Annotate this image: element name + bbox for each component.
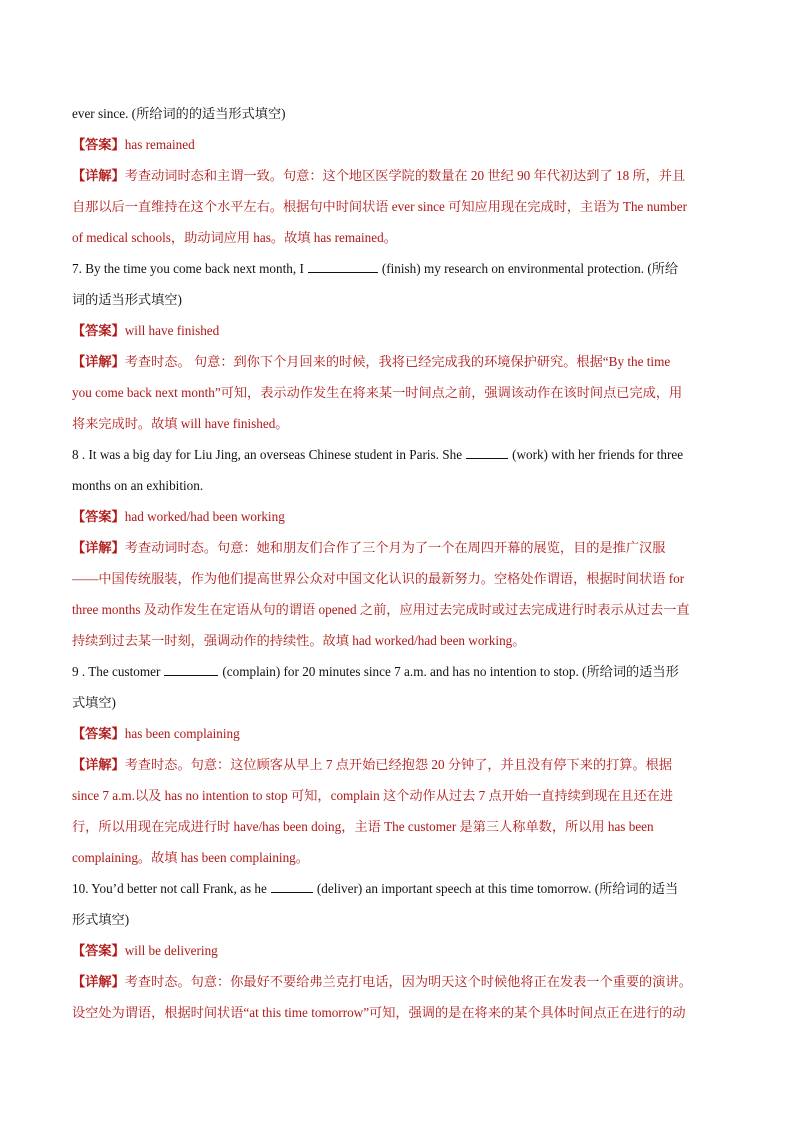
line-text: 9 . The customer [72, 664, 161, 679]
section-tag: 【答案】 [72, 323, 125, 338]
line-text: months on an exhibition. [72, 478, 204, 493]
answer-blank [466, 444, 508, 459]
text-line [72, 377, 724, 408]
text-line [72, 718, 724, 749]
text-line [72, 315, 724, 346]
line-text: ever since. (所给词的的适当形式填空) [72, 106, 286, 121]
text-line [72, 563, 724, 594]
text-line [72, 749, 724, 780]
text-line [72, 873, 724, 904]
line-text: will be delivering [124, 943, 218, 958]
text-line [72, 594, 724, 625]
text-line [72, 656, 724, 687]
line-text: 考查时态。 句意：到你下个月回来的时候，我将已经完成我的环境保护研究。根据“By the time [124, 354, 671, 369]
text-line [72, 687, 724, 718]
line-text: 式填空) [72, 695, 116, 710]
line-text: three months 及动作发生在定语从句的谓语 opened 之前，应用过去完成时或过去完成进行时表示从过去一直 [72, 602, 690, 617]
line-text: (complain) for 20 minutes since 7 a.m. and has no intention to stop. (所给词的适当形 [222, 664, 679, 679]
text-line [72, 408, 724, 439]
line-text: will have finished [124, 323, 220, 338]
line-text: 8 . It was a big day for Liu Jing, an overseas Chinese student in Paris. She [72, 447, 463, 462]
text-line [72, 253, 724, 284]
text-line [72, 966, 724, 997]
line-text: 考查动词时态和主谓一致。句意：这个地区医学院的数量在 20 世纪 90 年代初达到了 18 所，并且 [124, 168, 686, 183]
line-text: (deliver) an important speech at this time tomorrow. (所给词的适当 [316, 881, 679, 896]
text-line [72, 811, 724, 842]
line-text: 形式填空) [72, 912, 130, 927]
line-text: of medical schools，助动词应用 has。故填 has remained。 [72, 230, 397, 245]
document-content [72, 98, 724, 1028]
line-text: (finish) my research on environmental protection. (所给 [381, 261, 679, 276]
line-text: 设空处为谓语，根据时间状语“at this time tomorrow”可知，强调的是在将来的某个具体时间点正在进行的动 [72, 1005, 686, 1020]
line-text: 词的适当形式填空) [72, 292, 182, 307]
text-line [72, 625, 724, 656]
section-tag: 【答案】 [72, 509, 125, 524]
line-text: 持续到过去某一时刻，强调动作的持续性。故填 had worked/had been working。 [72, 633, 526, 648]
text-line [72, 904, 724, 935]
text-line [72, 191, 724, 222]
answer-blank [271, 878, 313, 893]
section-tag: 【详解】 [72, 757, 125, 772]
section-tag: 【答案】 [72, 726, 125, 741]
text-line [72, 129, 724, 160]
section-tag: 【详解】 [72, 354, 125, 369]
text-line [72, 780, 724, 811]
line-text: since 7 a.m.以及 has no intention to stop 可知，complain 这个动作从过去 7 点开始一直持续到现在且还在进 [72, 788, 674, 803]
text-line [72, 935, 724, 966]
text-line [72, 160, 724, 191]
text-line [72, 470, 724, 501]
line-text: 将来完成时。故填 will have finished。 [72, 416, 289, 431]
line-text: 10. You’d better not call Frank, as he [72, 881, 267, 896]
line-text: had worked/had been working [124, 509, 285, 524]
line-text: 7. By the time you come back next month, I [72, 261, 304, 276]
line-text: 考查动词时态。句意：她和朋友们合作了三个月为了一个在周四开幕的展览，目的是推广汉服 [124, 540, 666, 555]
line-text: 行，所以用现在完成进行时 have/has been doing，主语 The customer 是第三人称单数，所以用 has been [72, 819, 654, 834]
line-text: (work) with her friends for three [512, 447, 684, 462]
section-tag: 【答案】 [72, 137, 125, 152]
text-line [72, 346, 724, 377]
line-text: 考查时态。句意：你最好不要给弗兰克打电话，因为明天这个时候他将正在发表一个重要的演讲。 [124, 974, 692, 989]
text-line [72, 501, 724, 532]
text-line [72, 284, 724, 315]
line-text: you come back next month”可知，表示动作发生在将来某一时间点之前，强调该动作在该时间点已完成，用 [72, 385, 683, 400]
line-text: complaining。故填 has been complaining。 [72, 850, 309, 865]
line-text: has been complaining [124, 726, 240, 741]
answer-blank [308, 258, 378, 273]
line-text: 自那以后一直维持在这个水平左右。根据句中时间状语 ever since 可知应用现在完成时，主语为 The number [72, 199, 687, 214]
text-line [72, 98, 724, 129]
text-line [72, 997, 724, 1028]
section-tag: 【详解】 [72, 974, 125, 989]
answer-blank [164, 661, 218, 676]
text-line [72, 439, 724, 470]
text-line [72, 222, 724, 253]
section-tag: 【答案】 [72, 943, 125, 958]
line-text: has remained [124, 137, 195, 152]
section-tag: 【详解】 [72, 540, 125, 555]
line-text: ——中国传统服装，作为他们提高世界公众对中国文化认识的最新努力。空格处作谓语，根据时间状语 for [72, 571, 685, 586]
text-line [72, 532, 724, 563]
line-text: 考查时态。句意：这位顾客从早上 7 点开始已经抱怨 20 分钟了，并且没有停下来的打算。根据 [124, 757, 673, 772]
section-tag: 【详解】 [72, 168, 125, 183]
text-line [72, 842, 724, 873]
